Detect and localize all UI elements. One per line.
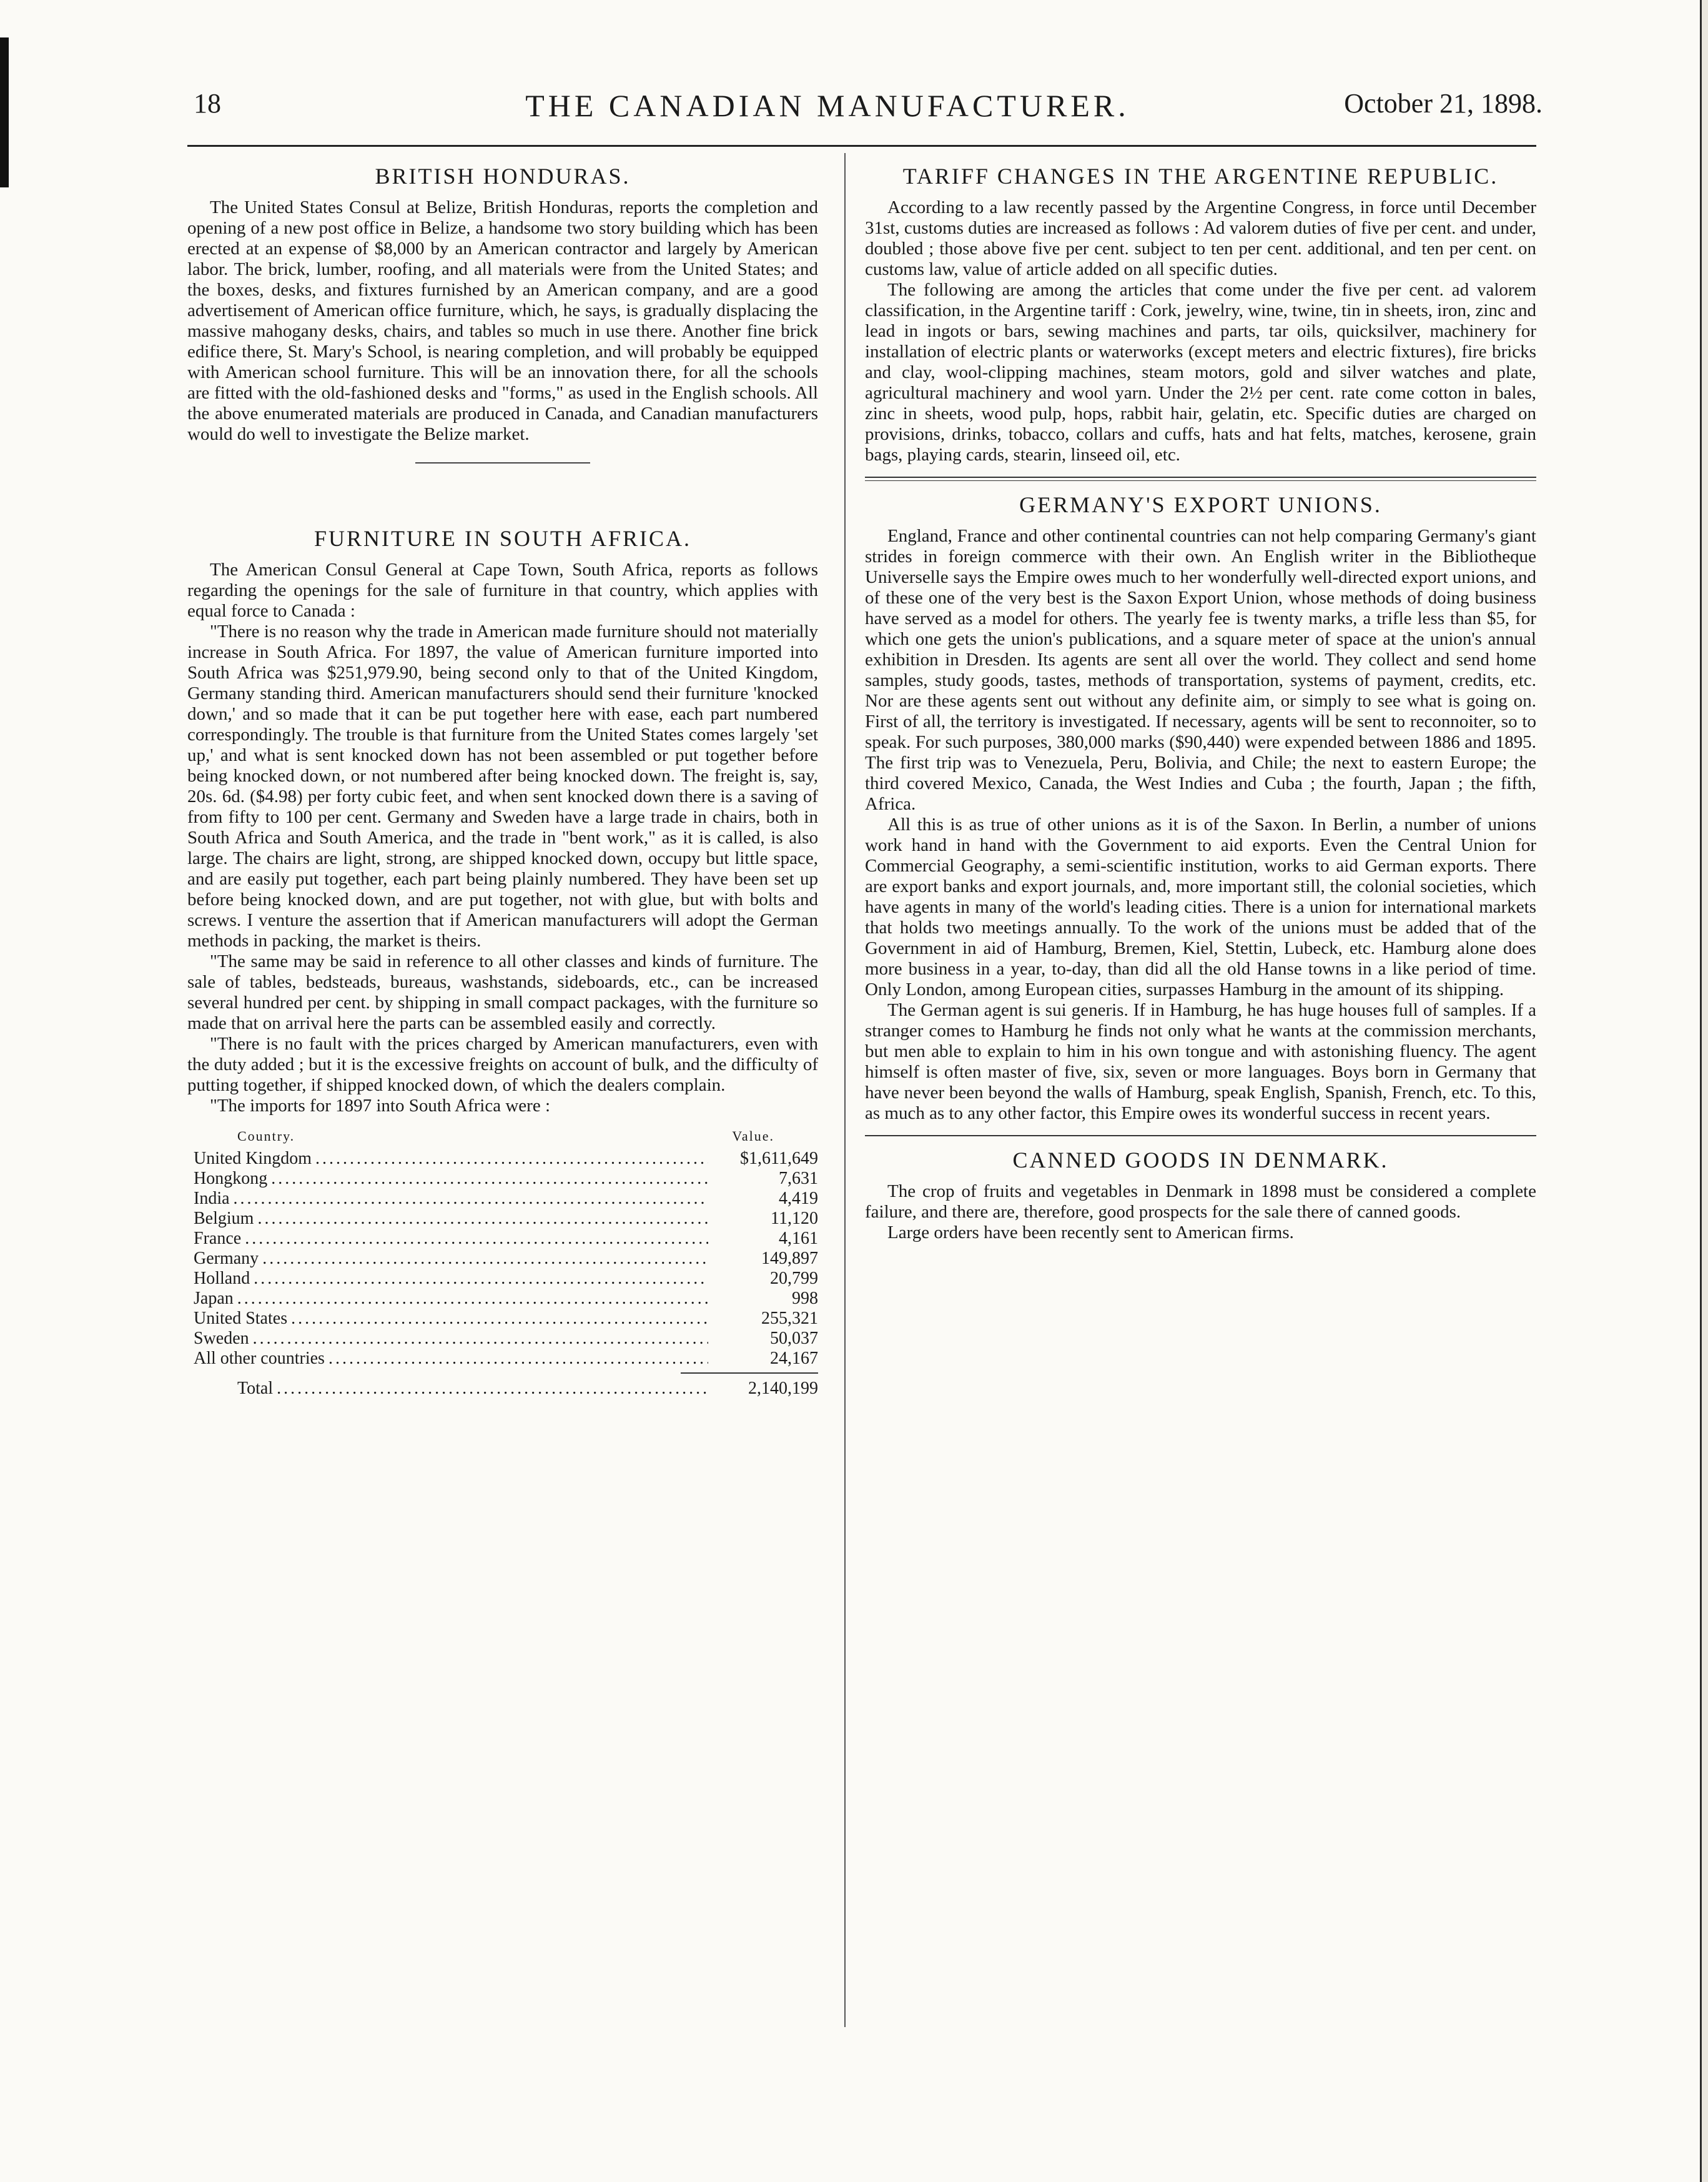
- country-cell: Belgium: [194, 1209, 254, 1228]
- total-rule: [681, 1372, 818, 1374]
- article-paragraph: "The same may be said in reference to all other classes and kinds of furniture. The sale of tables, bedsteads, bureaus, washstands, sideboards, etc., can be increased several hundred per cent. by shipping in small compact packages, with the furniture so made that on arrival here the parts can be assembled easily and correctly.: [187, 951, 818, 1033]
- column-header-country: Country.: [237, 1128, 295, 1144]
- article-paragraph: The crop of fruits and vegetables in Denmark in 1898 must be considered a complete failure, and there are, therefore, good prospects for the sale there of canned goods.: [865, 1181, 1536, 1222]
- table-row: [187, 1309, 818, 1329]
- value-cell: 4,419: [779, 1189, 818, 1208]
- value-cell: 11,120: [771, 1209, 818, 1228]
- table-row: [187, 1169, 818, 1189]
- country-cell: United Kingdom: [194, 1149, 312, 1168]
- value-cell: $1,611,649: [740, 1149, 818, 1168]
- column-header-value: Value.: [732, 1128, 774, 1144]
- value-cell: 998: [792, 1289, 818, 1308]
- table-row: [187, 1289, 818, 1309]
- imports-table: [187, 1126, 818, 1399]
- value-cell: 149,897: [761, 1249, 818, 1268]
- country-cell: Germany: [194, 1249, 259, 1268]
- article-germany-export-unions: [865, 492, 1536, 1124]
- table-row: [187, 1209, 818, 1229]
- column-divider: [844, 153, 846, 2027]
- total-label: Total: [237, 1379, 274, 1398]
- article-paragraph: The United States Consul at Belize, British Honduras, reports the completion and opening of a new post office in Belize, a handsome two story building which has been erected at an expense of $8,000 by an American contractor and largely by American labor. The brick, lumber, roofing, and all materials were from the United States; and the boxes, desks, and fixtures furnished by an American company, and are a good advertisement of American office furniture, which, he says, is gradually displacing the massive mahogany desks, chairs, and tables so much in use there. Another fine brick edifice there, St. Mary's School, is nearing completion, and will probably be equipped with American school furniture. This will be an innovation there, for all the schools are fitted with the old-fashioned desks and "forms," as used in the English schools. All the above enumerated materials are produced in Canada, and Canadian manufacturers would do well to investigate the Belize market.: [187, 197, 818, 444]
- table-header: [187, 1126, 818, 1146]
- article-paragraph: "There is no reason why the trade in American made furniture should not materially increase in South Africa. For 1897, the value of American furniture imported into South Africa was $251,979.90, being second only to that of the United Kingdom, Germany standing third. American manufacturers should send their furniture 'knocked down,' and so made that it can be put together here with ease, each part numbered correspondingly. The trouble is that furniture from the United States comes largely 'set up,' and what is sent knocked down has not been assembled or put together before being knocked down, or not numbered after being knocked down. The freight is, say, 20s. 6d. ($4.98) per forty cubic feet, and when sent knocked down there is a saving of from fifty to 100 per cent. Germany and Sweden have a large trade in chairs, both in South Africa and South America, and the trade in "bent work," as it is called, is also large. The chairs are light, strong, are shipped knocked down, occupy but little space, and are easily put together, each part being plainly numbered. They have been set up before being knocked down, and are put together, not with glue, but with bolts and screws. I venture the assertion that if American manufacturers will adopt the German methods in packing, the market is theirs.: [187, 622, 818, 951]
- country-cell: Hongkong: [194, 1169, 268, 1188]
- left-column: [187, 164, 818, 1399]
- article-paragraph: "The imports for 1897 into South Africa were :: [210, 1096, 551, 1116]
- table-row: [187, 1149, 818, 1169]
- article-paragraph: The German agent is sui generis. If in Hamburg, he has huge houses full of samples. If a stranger comes to Hamburg he finds not only what he wants at the commission merchants, but men able to explain to him in his own tongue and with astonishing fluency. The agent himself is often master of five, six, seven or more languages. Boys born in Germany that have never been beyond the walls of Hamburg, speak English, Spanish, French, etc. To this, as much as to any other factor, this Empire owes its wonderful success in recent years.: [865, 1000, 1536, 1123]
- country-cell: France: [194, 1229, 242, 1248]
- country-cell: Holland: [194, 1269, 250, 1288]
- header-rule: [187, 145, 1536, 147]
- value-cell: 24,167: [770, 1349, 818, 1368]
- country-cell: India: [194, 1189, 230, 1208]
- total-value: 2,140,199: [748, 1379, 818, 1398]
- journal-title: THE CANADIAN MANUFACTURER.: [525, 88, 1130, 123]
- table-row: [187, 1329, 818, 1349]
- value-cell: 4,161: [779, 1229, 818, 1248]
- country-cell: All other countries: [194, 1349, 325, 1368]
- article-paragraph: Large orders have been recently sent to American firms.: [887, 1222, 1294, 1242]
- value-cell: 7,631: [779, 1169, 818, 1188]
- article-title: FURNITURE IN SOUTH AFRICA.: [313, 526, 692, 551]
- article-paragraph: The American Consul General at Cape Town, South Africa, reports as follows regarding the openings for the sale of furniture in that country, which applies with equal force to Canada :: [187, 560, 818, 621]
- value-cell: 255,321: [761, 1309, 818, 1328]
- scan-edge-right: [1700, 0, 1708, 2182]
- article-title: CANNED GOODS IN DENMARK.: [1012, 1148, 1389, 1173]
- article-tariff-argentine: [865, 164, 1536, 465]
- page-header: [112, 87, 1543, 144]
- article-paragraph: All this is as true of other unions as it is of the Saxon. In Berlin, a number of unions work hand in hand with the Government to aid exports. Even the Central Union for Commercial Geography, a semi-scientific institution, works to aid German exports. There are export banks and export journals, and, more important still, the colonial societies, which have agents in many of the world's leading cities. There is a union for international markets that holds two meetings annually. To the work of the unions must be added that of the Government in aid of Hamburg, Bremen, Kiel, Stettin, Lubeck, etc. Hamburg alone does more business in a year, to-day, than did all the old Hanse towns in a like period of time. Only London, among European cities, surpasses Hamburg in the amount of its shipping.: [865, 815, 1536, 999]
- article-furniture-south-africa: [187, 526, 818, 1399]
- country-cell: United States: [194, 1309, 288, 1328]
- table-row: [187, 1349, 818, 1369]
- article-paragraph: "There is no fault with the prices charged by American manufacturers, even with the duty added ; but it is the excessive freights on account of bulk, and the difficulty of putting together, if shipped knocked down, of which the dealers complain.: [187, 1034, 818, 1095]
- article-title: GERMANY'S EXPORT UNIONS.: [1019, 492, 1382, 517]
- article-british-honduras: [187, 164, 818, 464]
- article-title: TARIFF CHANGES IN THE ARGENTINE REPUBLIC.: [902, 164, 1499, 189]
- value-cell: 50,037: [770, 1329, 818, 1348]
- section-divider: [865, 1135, 1536, 1136]
- table-row: [187, 1269, 818, 1289]
- article-paragraph: England, France and other continental countries can not help comparing Germany's giant strides in foreign commerce with their own. An English writer in the Bibliotheque Universelle says the Empire owes much to her wonderfully well-directed export unions, and of these one of the very best is the Saxon Export Union, whose methods of doing business have served as a model for others. The yearly fee is twenty marks, a trifle less than $5, for which one gets the union's publications, and a square meter of space at the union's annual exhibition in Dresden. Its agents are sent all over the world. They collect and send home samples, study goods, tastes, methods of transportation, systems of payment, credits, etc. Nor are these agents sent out without any definite aim, or simply to see what is going on. First of all, the territory is investigated. If necessary, agents will be sent to reconnoiter, so to speak. For such purposes, 380,000 marks ($90,440) were expended between 1886 and 1895. The first trip was to Venezuela, Peru, Bolivia, and Chile; the next to eastern Europe; the third covered Mexico, Canada, the West Indies and Cuba ; the fourth, Japan ; the fifth, Africa.: [865, 526, 1536, 814]
- country-cell: Sweden: [194, 1329, 249, 1348]
- country-cell: Japan: [194, 1289, 234, 1308]
- scan-edge-left: [0, 37, 9, 187]
- table-row: [187, 1229, 818, 1249]
- table-row: [187, 1249, 818, 1269]
- table-row: [187, 1189, 818, 1209]
- table-total-row: [187, 1379, 818, 1399]
- page-number: 18: [194, 88, 221, 119]
- article-paragraph: The following are among the articles that come under the five per cent. ad valorem classification, in the Argentine tariff : Cork, jewelry, wine, twine, tin in sheets, iron, zinc and lead in ingots or bars, sewing machines and parts, tar oils, quicksilver, machinery for installation of electric plants or waterworks (except meters and electric fixtures), fire bricks and clay, wool-clipping machines, steam motors, gold and silver watches and plate, agricultural machinery and wool yarn. Under the 2½ per cent. rate come cotton in bales, zinc in sheets, wood pulp, hops, rabbit hair, gelatin, etc. Specific duties are charged on provisions, drinks, tobacco, collars and cuffs, hats and hat felts, matches, kerosene, grain bags, playing cards, stearin, linseed oil, etc.: [865, 280, 1536, 465]
- section-divider: [865, 477, 1536, 481]
- right-column: [865, 164, 1536, 1243]
- article-paragraph: According to a law recently passed by the Argentine Congress, in force until December 31st, customs duties are increased as follows : Ad valorem duties of five per cent. and under, doubled ; those above five per cent. subject to ten per cent. additional, and ten per cent. on customs law, value of article added on all specific duties.: [865, 197, 1536, 279]
- issue-date: October 21, 1898.: [1344, 88, 1543, 119]
- value-cell: 20,799: [770, 1269, 818, 1288]
- article-title: BRITISH HONDURAS.: [375, 164, 631, 189]
- article-canned-goods-denmark: [865, 1148, 1536, 1243]
